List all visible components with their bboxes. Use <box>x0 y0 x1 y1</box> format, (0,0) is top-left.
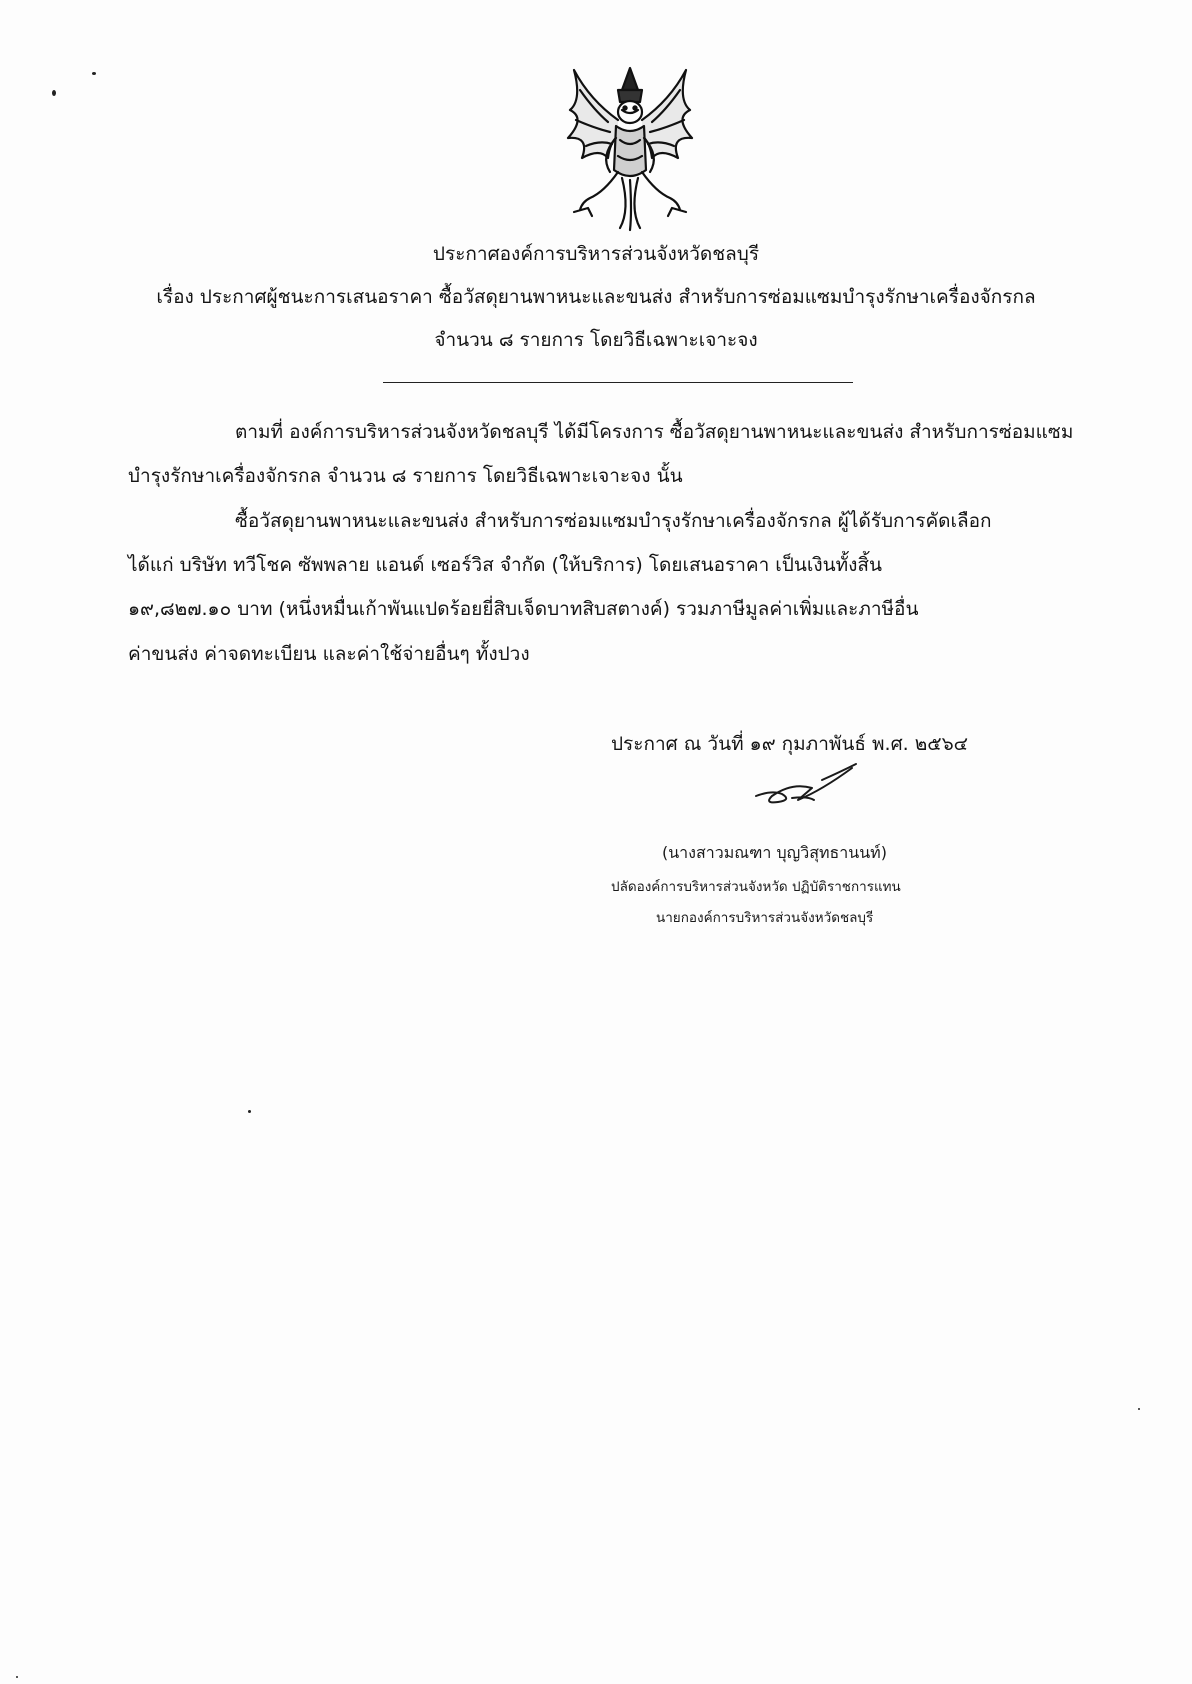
subject-line-1: เรื่อง ประกาศผู้ชนะการเสนอราคา ซื้อวัสดุยานพาหนะและขนส่ง สำหรับการซ่อมแซมบำรุงรักษาเครื่องจักรกล <box>156 286 1036 308</box>
paragraph-2-line-3: ๑๙,๘๒๗.๑๐ บาท (หนึ่งหมื่นเก้าพันแปดร้อยยี่สิบเจ็ดบาทสิบสตางค์) รวมภาษีมูลค่าเพิ่มและภาษีอื่น <box>128 598 919 620</box>
scan-speck <box>52 90 56 96</box>
title-underline <box>383 382 853 383</box>
paragraph-2-line-2: ได้แก่ บริษัท ทวีโชค ซัพพลาย แอนด์ เซอร์วิส จำกัด (ให้บริการ) โดยเสนอราคา เป็นเงินทั้งสิ้น <box>128 554 882 576</box>
signer-name: (นางสาวมณฑา บุญวิสุทธานนท์) <box>662 843 887 862</box>
document-title: ประกาศองค์การบริหารส่วนจังหวัดชลบุรี <box>432 243 760 265</box>
paragraph-2-line-4: ค่าขนส่ง ค่าจดทะเบียน และค่าใช้จ่ายอื่นๆ ทั้งปวง <box>128 643 530 665</box>
signer-position-line-1: ปลัดองค์การบริหารส่วนจังหวัด ปฏิบัติราชการแทน <box>611 879 901 895</box>
signature-mark <box>752 760 862 810</box>
paragraph-2-line-1: ซื้อวัสดุยานพาหนะและขนส่ง สำหรับการซ่อมแซมบำรุงรักษาเครื่องจักรกล ผู้ได้รับการคัดเลือก <box>235 510 992 532</box>
paragraph-1-line-1: ตามที่ องค์การบริหารส่วนจังหวัดชลบุรี ได้มีโครงการ ซื้อวัสดุยานพาหนะและขนส่ง สำหรับการซ่อมแซม <box>235 421 1074 443</box>
scan-speck <box>92 72 96 75</box>
signer-position-line-2: นายกองค์การบริหารส่วนจังหวัดชลบุรี <box>656 910 874 926</box>
scan-speck <box>248 1110 251 1113</box>
paragraph-1-line-2: บำรุงรักษาเครื่องจักรกล จำนวน ๘ รายการ โดยวิธีเฉพาะเจาะจง นั้น <box>128 465 683 487</box>
subject-line-2: จำนวน ๘ รายการ โดยวิธีเฉพาะเจาะจง <box>434 329 758 351</box>
garuda-emblem-icon <box>560 60 700 235</box>
announcement-date: ประกาศ ณ วันที่ ๑๙ กุมภาพันธ์ พ.ศ. ๒๕๖๔ <box>611 733 969 755</box>
scan-speck <box>16 1676 18 1678</box>
scan-speck <box>1138 1408 1140 1410</box>
